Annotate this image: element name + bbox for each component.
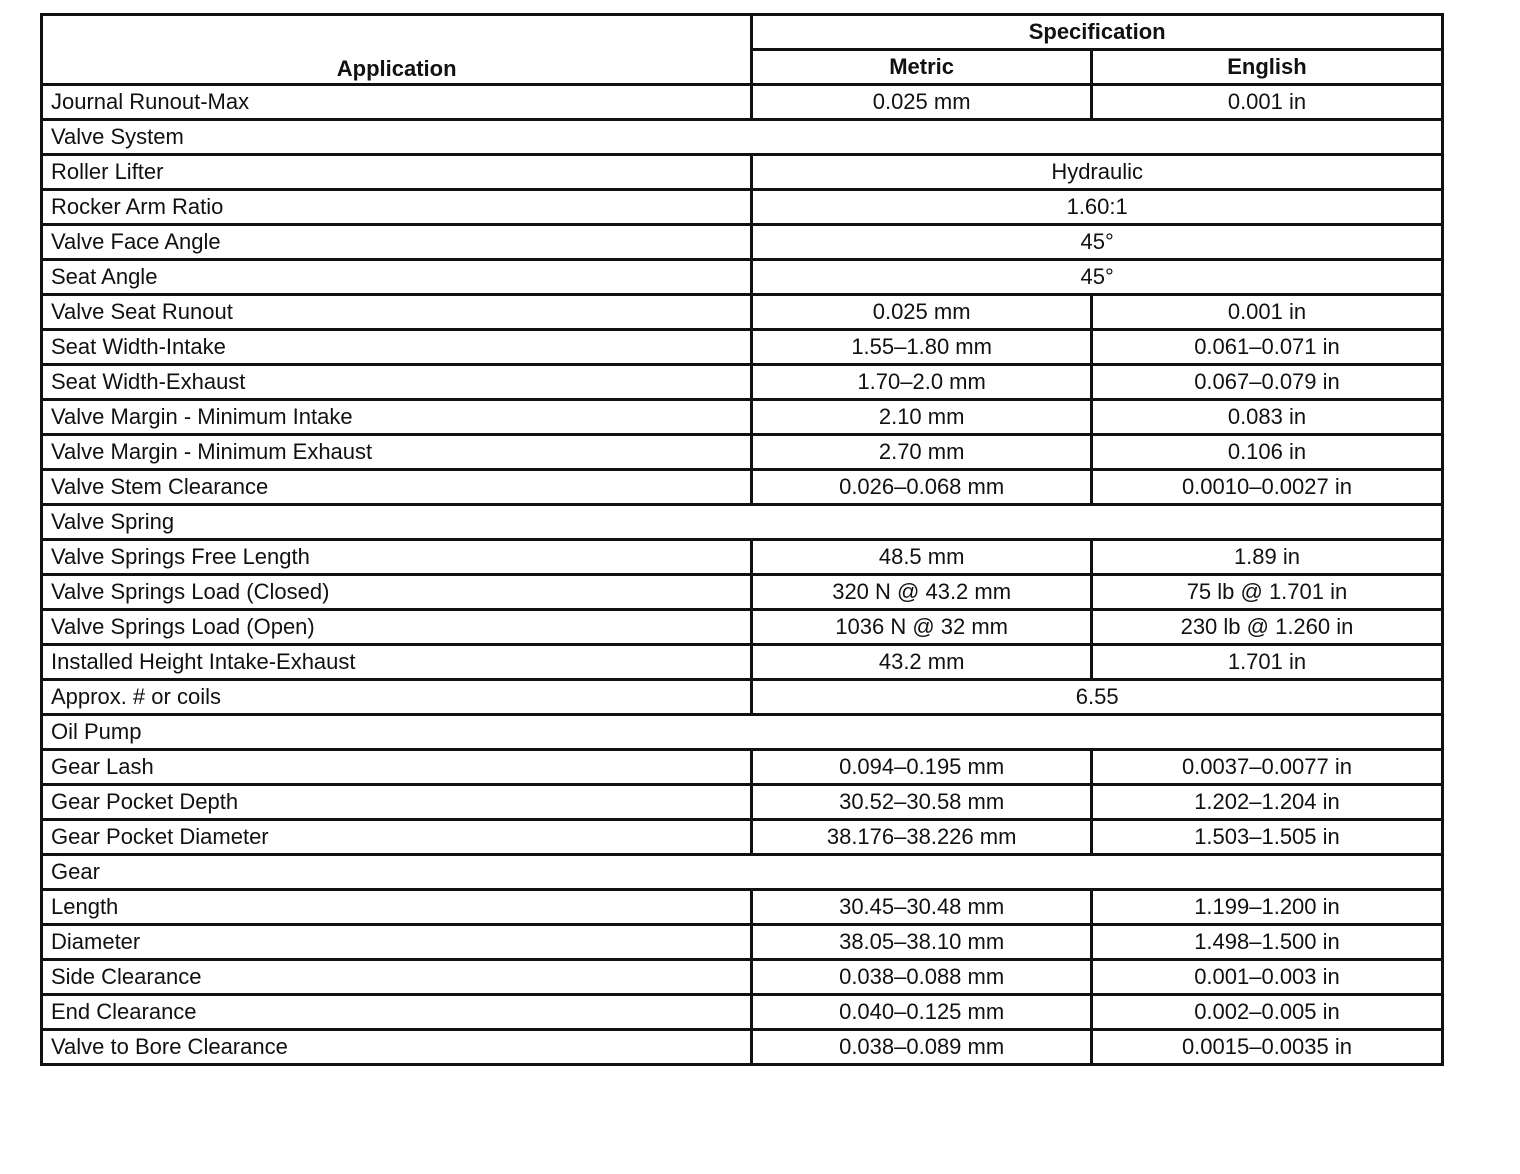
english-cell: 0.083 in bbox=[1091, 400, 1442, 435]
english-cell: 0.001 in bbox=[1091, 295, 1442, 330]
english-cell: 1.199–1.200 in bbox=[1091, 890, 1442, 925]
spec-row bbox=[42, 820, 1443, 855]
table-body bbox=[42, 85, 1443, 1065]
application-cell: End Clearance bbox=[42, 995, 752, 1030]
application-cell: Side Clearance bbox=[42, 960, 752, 995]
application-cell: Roller Lifter bbox=[42, 155, 752, 190]
spec-row bbox=[42, 435, 1443, 470]
metric-cell: 2.10 mm bbox=[752, 400, 1092, 435]
metric-cell: 0.094–0.195 mm bbox=[752, 750, 1092, 785]
spec-row bbox=[42, 470, 1443, 505]
spec-row bbox=[42, 330, 1443, 365]
metric-cell: 0.038–0.089 mm bbox=[752, 1030, 1092, 1065]
spec-row bbox=[42, 1030, 1443, 1065]
spec-row bbox=[42, 995, 1443, 1030]
spec-row bbox=[42, 400, 1443, 435]
spec-row bbox=[42, 750, 1443, 785]
application-cell: Seat Angle bbox=[42, 260, 752, 295]
metric-cell: 0.026–0.068 mm bbox=[752, 470, 1092, 505]
english-cell: 0.106 in bbox=[1091, 435, 1442, 470]
application-cell: Valve Margin - Minimum Exhaust bbox=[42, 435, 752, 470]
section-row bbox=[42, 505, 1443, 540]
spec-row bbox=[42, 365, 1443, 400]
english-cell: 75 lb @ 1.701 in bbox=[1091, 575, 1442, 610]
application-cell: Valve Face Angle bbox=[42, 225, 752, 260]
application-cell: Rocker Arm Ratio bbox=[42, 190, 752, 225]
application-cell: Approx. # or coils bbox=[42, 680, 752, 715]
metric-cell: 0.025 mm bbox=[752, 85, 1092, 120]
combined-spec-cell: Hydraulic bbox=[752, 155, 1443, 190]
metric-cell: 30.45–30.48 mm bbox=[752, 890, 1092, 925]
spec-row bbox=[42, 155, 1443, 190]
application-cell: Valve Seat Runout bbox=[42, 295, 752, 330]
application-cell: Seat Width-Exhaust bbox=[42, 365, 752, 400]
application-cell: Diameter bbox=[42, 925, 752, 960]
spec-row bbox=[42, 260, 1443, 295]
section-label: Valve System bbox=[42, 120, 1443, 155]
metric-header: Metric bbox=[752, 50, 1092, 85]
metric-cell: 1036 N @ 32 mm bbox=[752, 610, 1092, 645]
application-cell: Valve Springs Load (Closed) bbox=[42, 575, 752, 610]
metric-cell: 2.70 mm bbox=[752, 435, 1092, 470]
section-row bbox=[42, 855, 1443, 890]
english-cell: 0.067–0.079 in bbox=[1091, 365, 1442, 400]
combined-spec-cell: 45° bbox=[752, 260, 1443, 295]
application-cell: Valve Springs Load (Open) bbox=[42, 610, 752, 645]
section-row bbox=[42, 120, 1443, 155]
english-cell: 0.0010–0.0027 in bbox=[1091, 470, 1442, 505]
english-cell: 1.503–1.505 in bbox=[1091, 820, 1442, 855]
metric-cell: 30.52–30.58 mm bbox=[752, 785, 1092, 820]
english-cell: 0.001–0.003 in bbox=[1091, 960, 1442, 995]
header-row-top bbox=[42, 15, 1443, 50]
specification-header: Specification bbox=[752, 15, 1443, 50]
spec-row bbox=[42, 610, 1443, 645]
section-label: Gear bbox=[42, 855, 1443, 890]
english-cell: 1.89 in bbox=[1091, 540, 1442, 575]
section-label: Oil Pump bbox=[42, 715, 1443, 750]
spec-row bbox=[42, 785, 1443, 820]
table-header bbox=[42, 15, 1443, 85]
metric-cell: 0.025 mm bbox=[752, 295, 1092, 330]
combined-spec-cell: 45° bbox=[752, 225, 1443, 260]
english-cell: 0.002–0.005 in bbox=[1091, 995, 1442, 1030]
metric-cell: 1.70–2.0 mm bbox=[752, 365, 1092, 400]
section-row bbox=[42, 715, 1443, 750]
spec-row bbox=[42, 190, 1443, 225]
metric-cell: 48.5 mm bbox=[752, 540, 1092, 575]
combined-spec-cell: 1.60:1 bbox=[752, 190, 1443, 225]
spec-row bbox=[42, 645, 1443, 680]
application-cell: Gear Pocket Depth bbox=[42, 785, 752, 820]
specification-table bbox=[40, 13, 1444, 1066]
section-label: Valve Spring bbox=[42, 505, 1443, 540]
application-cell: Installed Height Intake-Exhaust bbox=[42, 645, 752, 680]
combined-spec-cell: 6.55 bbox=[752, 680, 1443, 715]
spec-row bbox=[42, 575, 1443, 610]
application-header: Application bbox=[42, 15, 752, 85]
english-cell: 0.001 in bbox=[1091, 85, 1442, 120]
english-cell: 1.202–1.204 in bbox=[1091, 785, 1442, 820]
application-cell: Length bbox=[42, 890, 752, 925]
spec-row bbox=[42, 960, 1443, 995]
spec-row bbox=[42, 540, 1443, 575]
english-cell: 230 lb @ 1.260 in bbox=[1091, 610, 1442, 645]
english-cell: 0.061–0.071 in bbox=[1091, 330, 1442, 365]
application-cell: Journal Runout-Max bbox=[42, 85, 752, 120]
metric-cell: 0.038–0.088 mm bbox=[752, 960, 1092, 995]
metric-cell: 0.040–0.125 mm bbox=[752, 995, 1092, 1030]
metric-cell: 320 N @ 43.2 mm bbox=[752, 575, 1092, 610]
spec-row bbox=[42, 925, 1443, 960]
application-cell: Valve to Bore Clearance bbox=[42, 1030, 752, 1065]
metric-cell: 43.2 mm bbox=[752, 645, 1092, 680]
spec-row bbox=[42, 85, 1443, 120]
application-cell: Valve Stem Clearance bbox=[42, 470, 752, 505]
metric-cell: 38.176–38.226 mm bbox=[752, 820, 1092, 855]
application-cell: Gear Pocket Diameter bbox=[42, 820, 752, 855]
application-cell: Seat Width-Intake bbox=[42, 330, 752, 365]
english-cell: 0.0015–0.0035 in bbox=[1091, 1030, 1442, 1065]
metric-cell: 38.05–38.10 mm bbox=[752, 925, 1092, 960]
spec-row bbox=[42, 680, 1443, 715]
english-cell: 0.0037–0.0077 in bbox=[1091, 750, 1442, 785]
application-cell: Valve Springs Free Length bbox=[42, 540, 752, 575]
spec-row bbox=[42, 890, 1443, 925]
english-cell: 1.498–1.500 in bbox=[1091, 925, 1442, 960]
english-header: English bbox=[1091, 50, 1442, 85]
spec-row bbox=[42, 225, 1443, 260]
application-cell: Gear Lash bbox=[42, 750, 752, 785]
metric-cell: 1.55–1.80 mm bbox=[752, 330, 1092, 365]
application-cell: Valve Margin - Minimum Intake bbox=[42, 400, 752, 435]
spec-row bbox=[42, 295, 1443, 330]
english-cell: 1.701 in bbox=[1091, 645, 1442, 680]
